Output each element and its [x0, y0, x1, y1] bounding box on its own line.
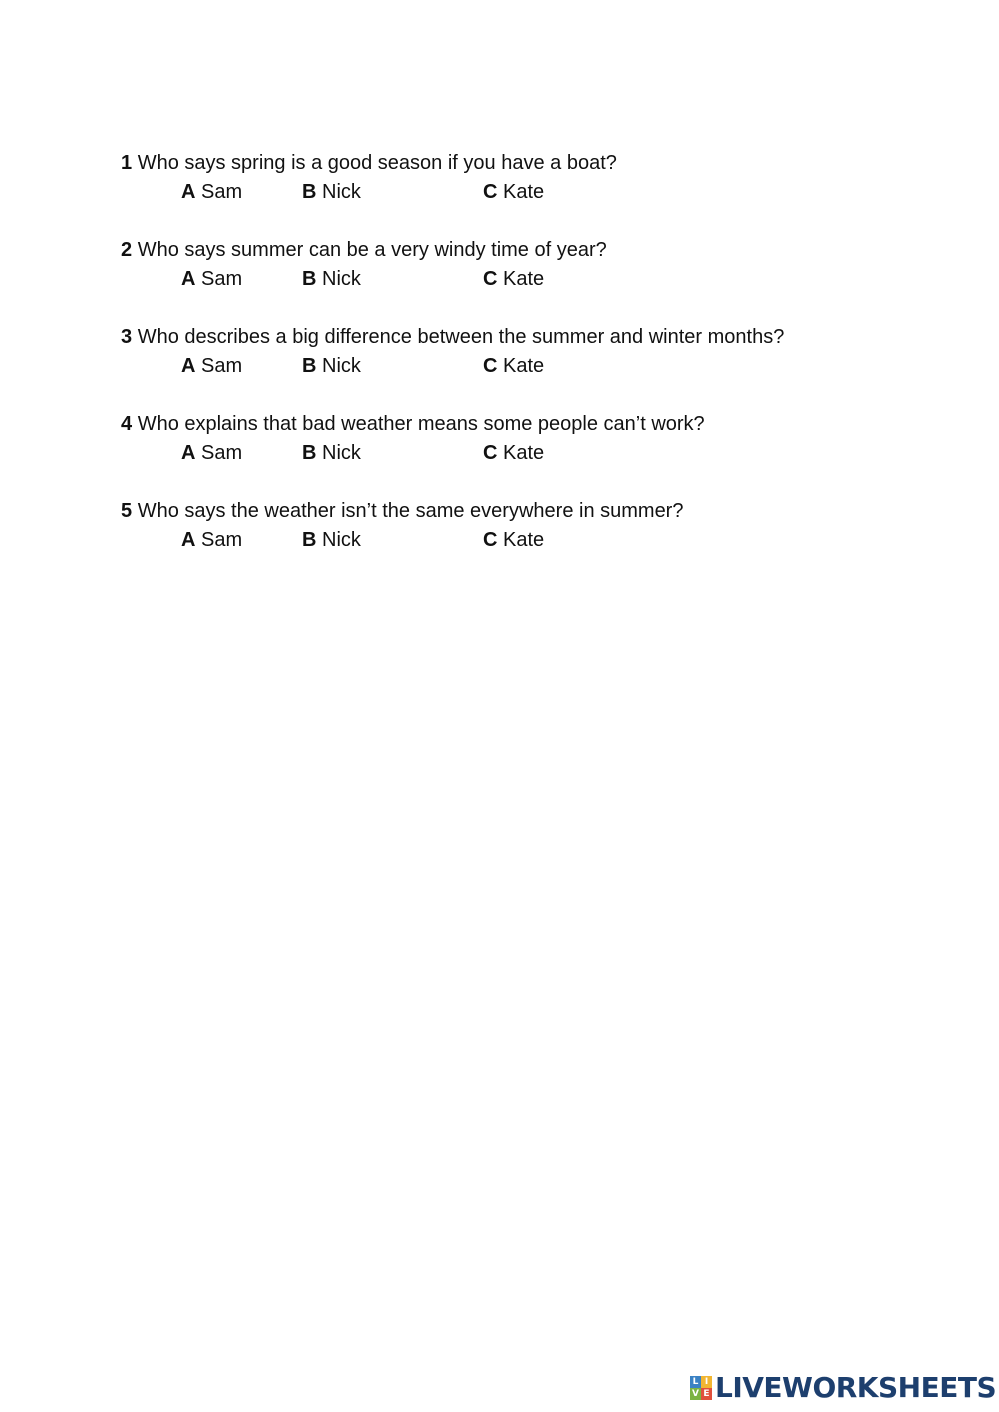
- logo-text: LIVEWORKSHEETS: [715, 1371, 997, 1404]
- option-letter: A: [181, 529, 196, 551]
- liveworksheets-logo-icon: [690, 1376, 712, 1400]
- option-name: Sam: [201, 355, 243, 377]
- question-4: [121, 411, 981, 466]
- option-letter: C: [483, 442, 498, 464]
- question-text: Who describes a big difference between the summer and winter months?: [137, 326, 785, 348]
- option-c[interactable]: [483, 266, 544, 292]
- option-letter: B: [302, 442, 317, 464]
- question-line: [121, 498, 981, 524]
- option-letter: C: [483, 529, 498, 551]
- option-a[interactable]: [181, 527, 242, 553]
- option-name: Nick: [322, 529, 361, 551]
- option-letter: B: [302, 529, 317, 551]
- option-letter: A: [181, 268, 196, 290]
- option-c[interactable]: [483, 353, 544, 379]
- question-text: Who explains that bad weather means some people can’t work?: [137, 413, 705, 435]
- answer-options: [121, 527, 981, 553]
- option-name: Kate: [503, 355, 545, 377]
- option-name: Sam: [201, 181, 243, 203]
- option-letter: A: [181, 442, 196, 464]
- option-c[interactable]: [483, 440, 544, 466]
- option-name: Nick: [322, 181, 361, 203]
- option-letter: A: [181, 181, 196, 203]
- option-a[interactable]: [181, 266, 242, 292]
- option-name: Nick: [322, 355, 361, 377]
- option-b[interactable]: [302, 353, 361, 379]
- option-name: Sam: [201, 442, 243, 464]
- option-letter: A: [181, 355, 196, 377]
- option-name: Kate: [503, 181, 545, 203]
- logo-mark-e: E: [701, 1388, 712, 1400]
- option-letter: C: [483, 268, 498, 290]
- option-b[interactable]: [302, 527, 361, 553]
- question-1: [121, 150, 981, 205]
- logo-mark-l: L: [690, 1376, 701, 1388]
- question-3: [121, 324, 981, 379]
- question-5: [121, 498, 981, 553]
- logo-mark-i: I: [701, 1376, 712, 1388]
- option-letter: B: [302, 181, 317, 203]
- option-letter: B: [302, 268, 317, 290]
- answer-options: [121, 353, 981, 379]
- option-a[interactable]: [181, 440, 242, 466]
- question-number: 3: [121, 326, 133, 348]
- liveworksheets-logo: [690, 1371, 996, 1405]
- option-name: Sam: [201, 529, 243, 551]
- answer-options: [121, 266, 981, 292]
- option-b[interactable]: [302, 440, 361, 466]
- answer-options: [121, 179, 981, 205]
- option-name: Sam: [201, 268, 243, 290]
- question-number: 5: [121, 500, 133, 522]
- question-number: 4: [121, 413, 133, 435]
- option-c[interactable]: [483, 179, 544, 205]
- question-text: Who says the weather isn’t the same everywhere in summer?: [137, 500, 684, 522]
- option-name: Kate: [503, 529, 545, 551]
- option-a[interactable]: [181, 353, 242, 379]
- logo-mark-v: V: [690, 1388, 701, 1400]
- question-text: Who says spring is a good season if you have a boat?: [137, 152, 617, 174]
- option-b[interactable]: [302, 179, 361, 205]
- option-name: Kate: [503, 268, 545, 290]
- question-line: [121, 150, 981, 176]
- question-number: 1: [121, 152, 133, 174]
- question-line: [121, 237, 981, 263]
- option-c[interactable]: [483, 527, 544, 553]
- answer-options: [121, 440, 981, 466]
- question-line: [121, 324, 981, 350]
- question-2: [121, 237, 981, 292]
- option-name: Nick: [322, 268, 361, 290]
- option-name: Nick: [322, 442, 361, 464]
- question-line: [121, 411, 981, 437]
- option-a[interactable]: [181, 179, 242, 205]
- option-name: Kate: [503, 442, 545, 464]
- option-letter: C: [483, 181, 498, 203]
- option-letter: B: [302, 355, 317, 377]
- option-b[interactable]: [302, 266, 361, 292]
- question-number: 2: [121, 239, 133, 261]
- option-letter: C: [483, 355, 498, 377]
- question-text: Who says summer can be a very windy time of year?: [137, 239, 607, 261]
